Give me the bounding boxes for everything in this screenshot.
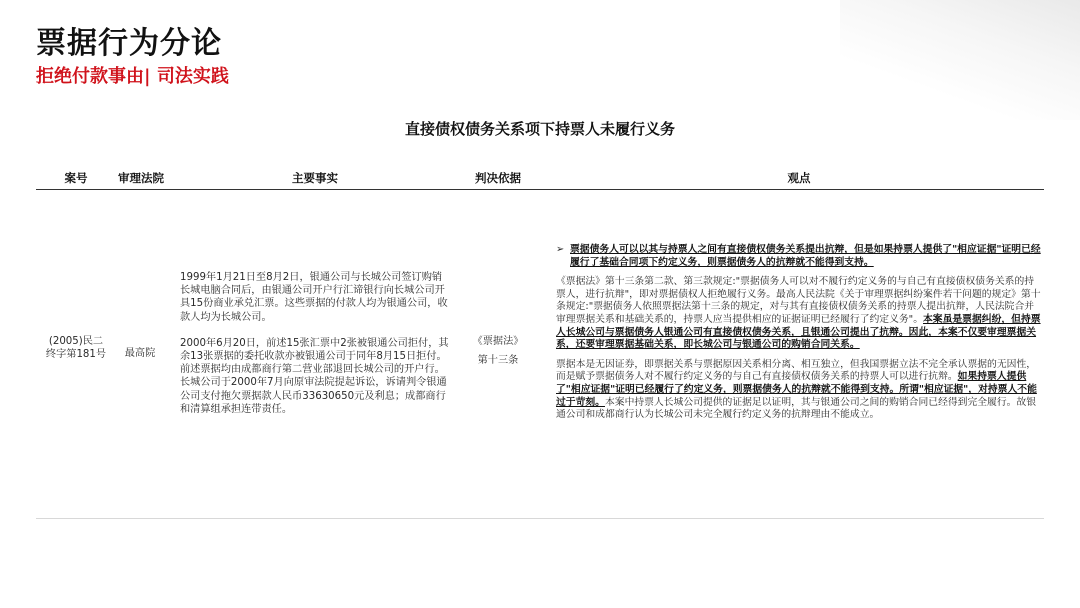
column-header-facts: 主要事实 — [292, 171, 338, 185]
viewpoint — [556, 244, 1042, 422]
column-header-basis: 判决依据 — [475, 171, 521, 185]
header-divider — [36, 189, 1044, 190]
case-number: (2005)民二终字第181号 — [45, 336, 107, 361]
page-subtitle: 拒绝付款事由| 司法实践 — [36, 66, 229, 87]
court-name: 最高院 — [124, 348, 156, 359]
viewpoint-p2-highlight: 本案虽是票据纠纷，但持票人长城公司与票据债务人银通公司有直接债权债务关系，且银通公司提出了抗辩。因此，本案不仅要审理票据关系，还要审理票据基础关系，即长城公司与银通公司的购销合同关系。 — [556, 313, 1041, 351]
table-title: 直接债权债务关系项下持票人未履行义务 — [404, 120, 675, 138]
viewpoint-p2-text: 《票据法》第十三条第二款、第三款规定:"票据债务人可以对不履行约定义务的与自己有直接债权债务关系的持票人，进行抗辩"，即对票据债权人拒绝履行义务。最高人民法院《关于审理票据纠纷案件若干问题的规定》第十条规定:"票据债务人依照票据法第十三条的规定，对与其有直接债权债务关系的持票人提出抗辩，人民法院合并审理票据关系和基础关系的，持票人应当提供相应的证据证明已经履行了约定义务"。 — [556, 276, 1041, 325]
column-header-case-no: 案号 — [64, 171, 88, 185]
viewpoint-p3-text-2: 本案中持票人长城公司提供的证据足以证明，其与银通公司之间的购销合同已经得到完全履行。故银通公司和成都商行认为长城公司未完全履行约定义务的抗辩理由不能成立。 — [556, 396, 1037, 421]
basis-law: 《票据法》 — [472, 336, 524, 347]
facts-paragraph-2: 2000年6月20日，前述15张汇票中2张被银通公司拒付，其余13张票据的委托收款亦被银通公司于同年8月15日拒付。前述票据均由成都商行第二营业部退回长城公司的开户行。长城公司于2000年7月向原审法院提起诉讼，诉请判令银通公司支付拖欠票据款人民币33630650元及利息；成都商行和清算组承担连带责任。 — [180, 337, 449, 415]
viewpoint-paragraph-2 — [556, 276, 1042, 352]
facts-paragraph-1: 1999年1月21日至8月2日，银通公司与长城公司签订购销长城电脑合同后，由银通公司开户行汇谛银行向长城公司开具15份商业承兑汇票。这些票据的付款人均为银通公司，收款人均为长城公司。 — [180, 272, 448, 323]
viewpoint-bullet-text: 票据债务人可以以其与持票人之间有直接债权债务关系提出抗辩，但是如果持票人提供了"相应证据"证明已经履行了基础合同项下约定义务，则票据债务人的抗辩就不能得到支持。 — [570, 244, 1041, 268]
page-title: 票据行为分论 — [36, 26, 222, 61]
viewpoint-bullet — [556, 244, 1042, 269]
corner-decoration — [840, 0, 1080, 120]
arrow-bullet-icon: ➢ — [556, 244, 565, 255]
viewpoint-p3-text-1: 票据本是无因证券，即票据关系与票据原因关系相分离、相互独立，但我国票据立法不完全承认票据的无因性，而是赋予票据债务人对不履行约定义务的与自己有直接债权债务关系的持票人可以进行抗辩。 — [556, 358, 1037, 383]
viewpoint-paragraph-3 — [556, 359, 1042, 422]
column-header-court: 审理法院 — [118, 171, 164, 185]
column-header-view: 观点 — [787, 171, 811, 185]
judgment-basis — [468, 335, 528, 367]
basis-article: 第十三条 — [477, 355, 519, 367]
table-bottom-divider — [36, 518, 1044, 519]
viewpoint-p3-highlight: 如果持票人提供了"相应证据"证明已经履行了约定义务，则票据债务人的抗辩就不能得到支持。所谓"相应证据"，对持票人不能过于苛刻。 — [556, 371, 1037, 408]
main-facts — [180, 271, 450, 429]
